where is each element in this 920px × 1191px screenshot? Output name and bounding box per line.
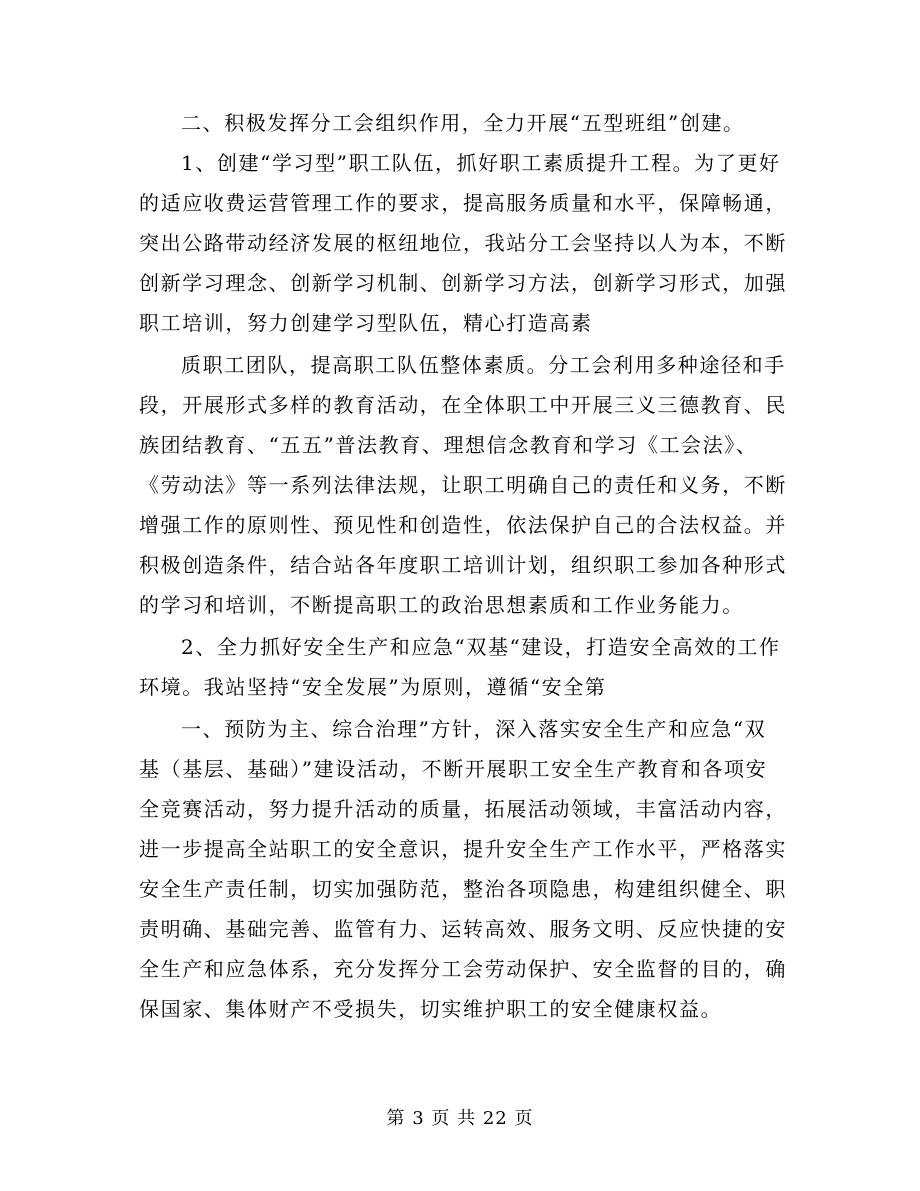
text-line: 基（基层、基础）”建设活动，不断开展职工安全生产教育和各项安: [139, 757, 768, 781]
text-line: 职工培训，努力创建学习型队伍，精心打造高素: [139, 311, 593, 335]
text-line: 2、全力抓好安全生产和应急“双基“建设，打造安全高效的工作: [181, 635, 781, 659]
text-line: 《劳动法》等一系列法律法规，让职工明确自己的责任和义务，不断: [139, 473, 787, 497]
text-line: 创新学习理念、创新学习机制、创新学习方法，创新学习形式，加强: [139, 271, 787, 295]
text-line: 增强工作的原则性、预见性和创造性，依法保护自己的合法权益。并: [139, 513, 787, 537]
text-line: 的学习和培训，不断提高职工的政治思想素质和工作业务能力。: [139, 593, 744, 617]
text-line: 责明确、基础完善、监管有力、运转高效、服务文明、反应快捷的安: [139, 917, 787, 941]
text-line: 质职工团队，提高职工队伍整体素质。分工会利用多种途径和手: [181, 353, 786, 377]
text-line: 积极创造条件，结合站各年度职工培训计划，组织职工参加各种形式: [139, 553, 787, 577]
text-line: 保国家、集体财产不受损失，切实维护职工的安全健康权益。: [139, 997, 723, 1021]
text-line: 1、创建“学习型”职工队伍，抓好职工素质提升工程。为了更好: [181, 151, 781, 175]
text-line: 一、预防为主、综合治理”方针，深入落实安全生产和应急“双: [181, 717, 767, 741]
text-line: 进一步提高全站职工的安全意识，提升安全生产工作水平，严格落实: [139, 837, 787, 861]
text-line: 环境。我站坚持“安全发展”为原则，遵循“安全第: [139, 675, 607, 699]
text-line: 安全生产责任制，切实加强防范，整治各项隐患，构建组织健全、职: [139, 877, 787, 901]
text-line: 的适应收费运营管理工作的要求，提高服务质量和水平，保障畅通，: [139, 191, 787, 215]
paragraph-heading-2: 二、积极发挥分工会组织作用，全力开展“五型班组”创建。: [181, 111, 745, 135]
text-line: 族团结教育、“五五”普法教育、理想信念教育和学习《工会法》、: [139, 433, 758, 457]
text-line: 全生产和应急体系，充分发挥分工会劳动保护、安全监督的目的，确: [139, 957, 787, 981]
text-line: 突出公路带动经济发展的枢纽地位，我站分工会坚持以人为本，不断: [139, 231, 787, 255]
text-line: 段，开展形式多样的教育活动，在全体职工中开展三义三德教育、民: [139, 393, 787, 417]
page-number-footer: 第 3 页 共 22 页: [386, 1108, 534, 1129]
text-line: 全竞赛活动，努力提升活动的质量，拓展活动领域，丰富活动内容，: [139, 797, 787, 821]
